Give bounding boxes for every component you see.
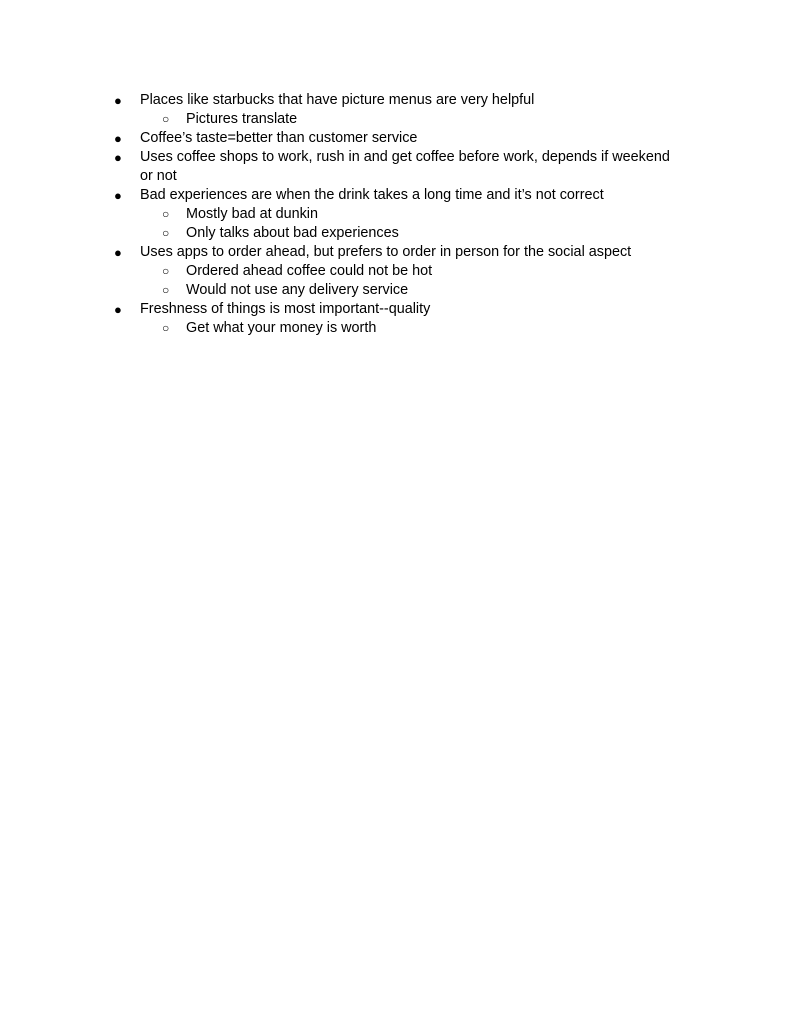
sub-list-item-text: Ordered ahead coffee could not be hot	[186, 263, 433, 279]
list-item	[114, 186, 686, 243]
list-item-text: Coffee’s taste=better than customer service	[140, 130, 418, 146]
sub-list	[140, 262, 686, 300]
hollow-bullet-icon: ○	[162, 321, 170, 335]
bullet-icon: ●	[114, 150, 122, 165]
sub-list-item-text: Pictures translate	[186, 111, 298, 127]
sub-list-item-text: Get what your money is worth	[186, 320, 377, 336]
hollow-bullet-icon: ○	[162, 283, 170, 297]
list-item	[114, 91, 686, 129]
list-item-text: Bad experiences are when the drink takes a long time and it’s not correct	[140, 187, 604, 203]
list-item-text: Freshness of things is most important--quality	[140, 301, 431, 317]
list-item	[114, 129, 686, 148]
hollow-bullet-icon: ○	[162, 207, 170, 221]
bullet-icon: ●	[114, 93, 122, 108]
bullet-icon: ●	[114, 131, 122, 146]
sub-list-item-text: Mostly bad at dunkin	[186, 206, 318, 222]
sub-list	[140, 319, 686, 338]
notes-list	[114, 91, 686, 338]
bullet-icon: ●	[114, 302, 122, 317]
list-item-text: Uses apps to order ahead, but prefers to order in person for the social aspect	[140, 244, 632, 260]
bullet-icon: ●	[114, 245, 122, 260]
list-item-text: Uses coffee shops to work, rush in and get coffee before work, depends if weekend or not	[140, 149, 670, 184]
sub-list-item	[140, 281, 686, 300]
list-item	[114, 243, 686, 300]
sub-list-item	[140, 262, 686, 281]
sub-list	[140, 110, 686, 129]
hollow-bullet-icon: ○	[162, 226, 170, 240]
list-item	[114, 148, 686, 186]
sub-list-item-text: Only talks about bad experiences	[186, 225, 399, 241]
hollow-bullet-icon: ○	[162, 264, 170, 278]
sub-list-item	[140, 224, 686, 243]
bullet-icon: ●	[114, 188, 122, 203]
sub-list	[140, 205, 686, 243]
sub-list-item	[140, 205, 686, 224]
sub-list-item	[140, 110, 686, 129]
sub-list-item-text: Would not use any delivery service	[186, 282, 409, 298]
hollow-bullet-icon: ○	[162, 112, 170, 126]
list-item-text: Places like starbucks that have picture menus are very helpful	[140, 92, 535, 108]
sub-list-item	[140, 319, 686, 338]
list-item	[114, 300, 686, 338]
